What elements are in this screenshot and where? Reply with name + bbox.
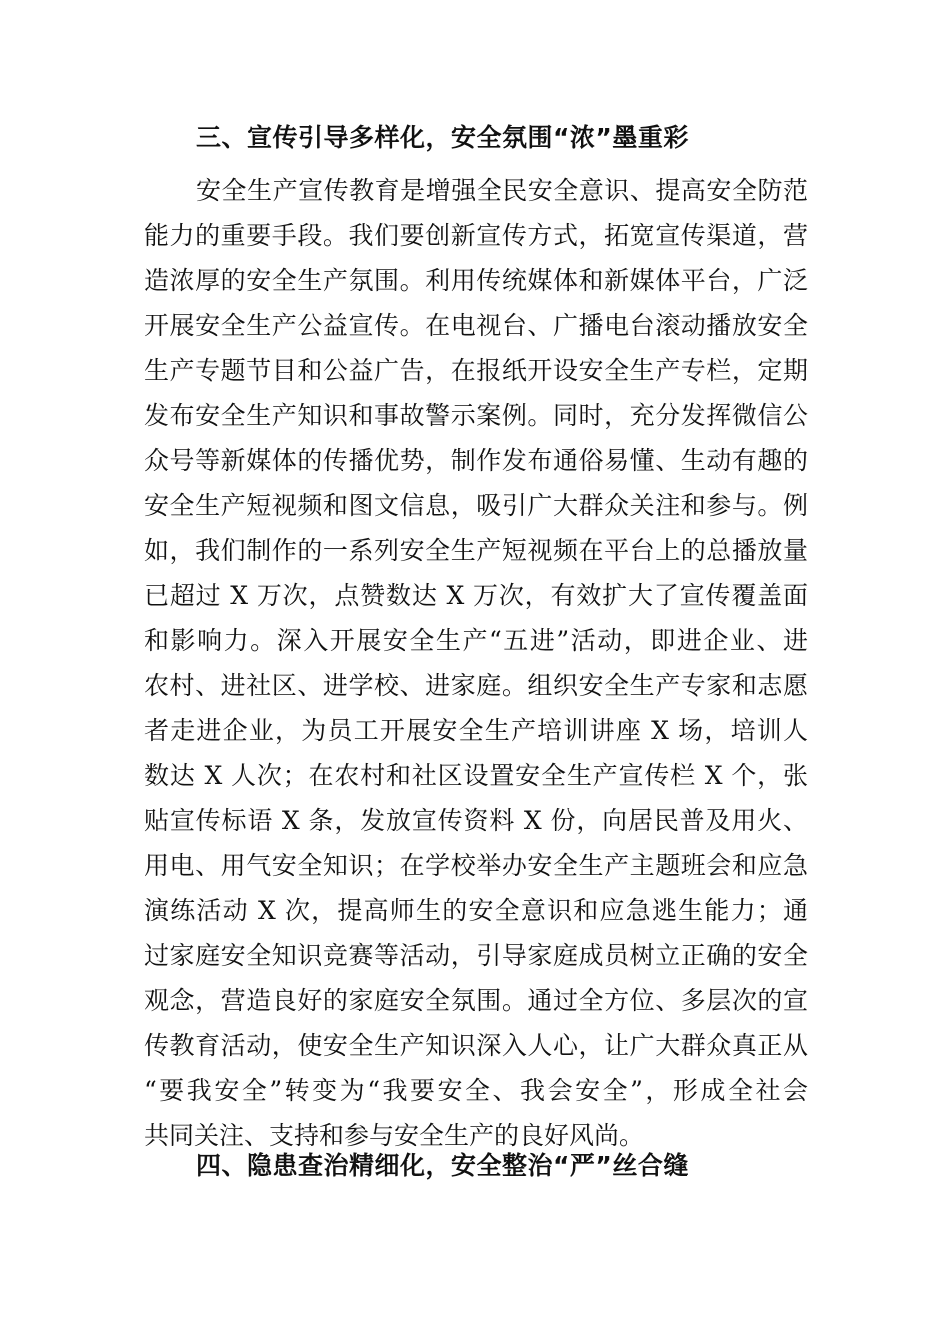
- section-heading-4: 四、隐患查治精细化，安全整治“严”丝合缝: [196, 1151, 689, 1180]
- paragraph-line: 用电、用气安全知识；在学校举办安全生产主题班会和应急: [144, 851, 808, 880]
- paragraph-line: 过家庭安全知识竞赛等活动，引导家庭成员树立正确的安全: [144, 941, 808, 970]
- paragraph-line: 安全生产宣传教育是增强全民安全意识、提高安全防范: [196, 176, 808, 205]
- paragraph-line: 者走进企业，为员工开展安全生产培训讲座 X 场，培训人: [144, 716, 808, 745]
- paragraph-line: 共同关注、支持和参与安全生产的良好风尚。: [144, 1121, 645, 1150]
- paragraph-line: 传教育活动，使安全生产知识深入人心，让广大群众真正从: [144, 1031, 808, 1060]
- paragraph-line: 如，我们制作的一系列安全生产短视频在平台上的总播放量: [144, 536, 808, 565]
- paragraph-line: 观念，营造良好的家庭安全氛围。通过全方位、多层次的宣: [144, 986, 808, 1015]
- paragraph-line: 农村、进社区、进学校、进家庭。组织安全生产专家和志愿: [144, 671, 808, 700]
- paragraph-line: 生产专题节目和公益广告，在报纸开设安全生产专栏，定期: [144, 356, 808, 385]
- paragraph-line: 数达 X 人次；在农村和社区设置安全生产宣传栏 X 个，张: [144, 761, 808, 790]
- section-heading-3: 三、宣传引导多样化，安全氛围“浓”墨重彩: [196, 123, 689, 152]
- paragraph-line: “要我安全”转变为“我要安全、我会安全”，形成全社会: [144, 1076, 808, 1105]
- section-3-paragraph: [144, 168, 808, 1158]
- paragraph-line: 造浓厚的安全生产氛围。利用传统媒体和新媒体平台，广泛: [144, 266, 808, 295]
- paragraph-line: 众号等新媒体的传播优势，制作发布通俗易懂、生动有趣的: [144, 446, 808, 475]
- paragraph-line: 开展安全生产公益宣传。在电视台、广播电台滚动播放安全: [144, 311, 808, 340]
- paragraph-line: 和影响力。深入开展安全生产“五进”活动，即进企业、进: [144, 626, 808, 655]
- paragraph-line: 安全生产短视频和图文信息，吸引广大群众关注和参与。例: [144, 491, 808, 520]
- paragraph-line: 能力的重要手段。我们要创新宣传方式，拓宽宣传渠道，营: [144, 221, 808, 250]
- paragraph-line: 演练活动 X 次，提高师生的安全意识和应急逃生能力；通: [144, 896, 808, 925]
- paragraph-line: 已超过 X 万次，点赞数达 X 万次，有效扩大了宣传覆盖面: [144, 581, 808, 610]
- paragraph-line: 发布安全生产知识和事故警示案例。同时，充分发挥微信公: [144, 401, 808, 430]
- paragraph-line: 贴宣传标语 X 条，发放宣传资料 X 份，向居民普及用火、: [144, 806, 808, 835]
